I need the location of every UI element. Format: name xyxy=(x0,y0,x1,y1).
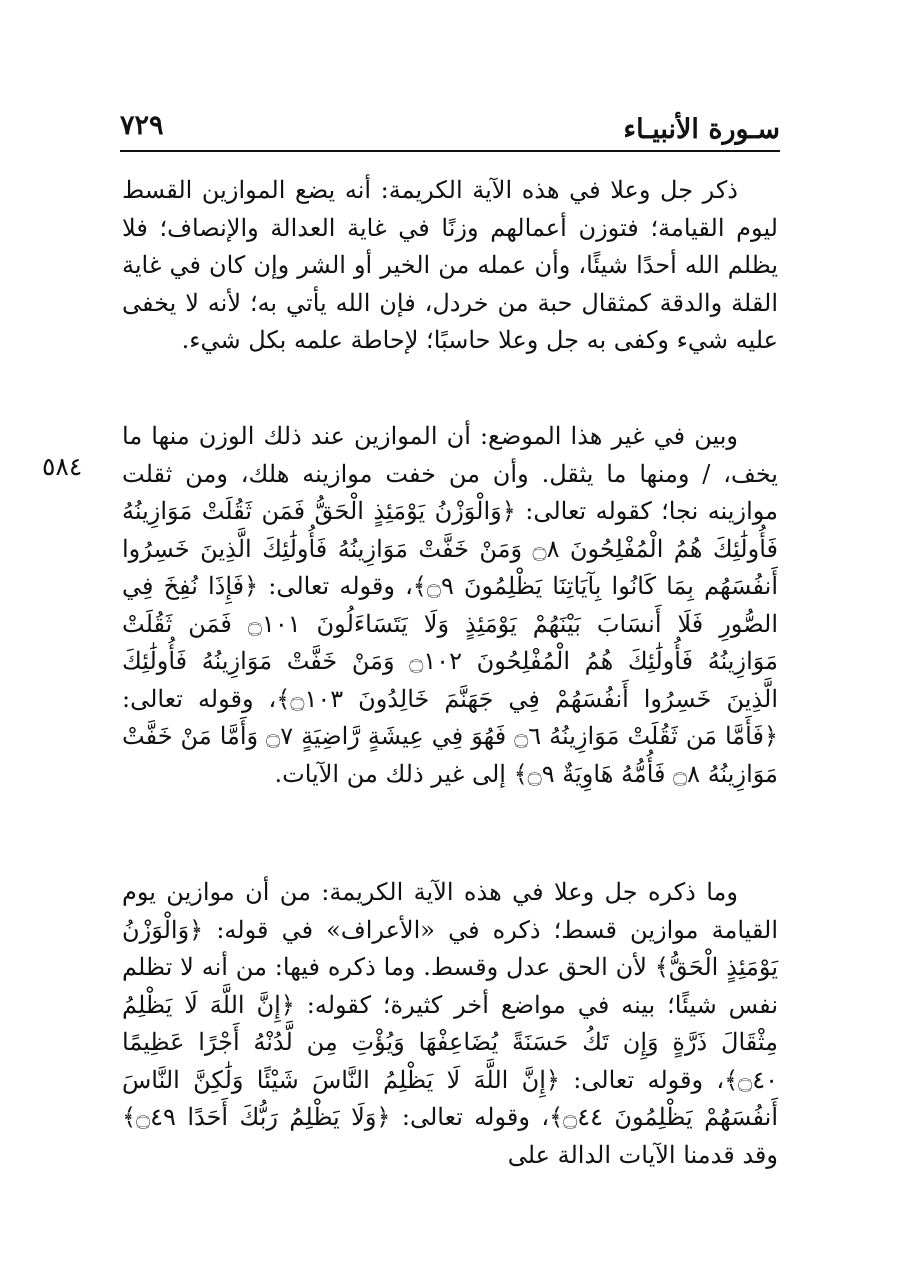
paragraph-2 xyxy=(122,418,778,793)
page-header xyxy=(120,108,780,150)
paragraph-3 xyxy=(122,874,778,1174)
paragraph-1-text: ذكر جل وعلا في هذه الآية الكريمة: أنه يضع الموازين القسط ليوم القيامة؛ فتوزن أعمالهم وزنًا في غاية العدالة والإنصاف؛ فلا يظلم الله أحدًا شيئًا، وأن عمله من الخير أو الشر وإن كان في غاية القلة والدقة كمثقال حبة من خردل، فإن الله يأتي به؛ لأنه لا يخفى عليه شيء وكفى به جل وعلا حاسبًا؛ لإحاطة علمه بكل شيء. xyxy=(122,176,778,354)
paragraph-1 xyxy=(122,172,778,360)
header-rule xyxy=(120,150,780,152)
paragraph-3-text: وما ذكره جل وعلا في هذه الآية الكريمة: من أن موازين يوم القيامة موازين قسط؛ ذكره في «الأعراف» في قوله: ﴿وَالْوَزْنُ يَوْمَئِذٍ الْحَقُّ﴾ لأن الحق عدل وقسط. وما ذكره فيها: من أنه لا تظلم نفس شيئًا؛ بينه في مواضع أخر كثيرة؛ كقوله: ﴿إِنَّ اللَّهَ لَا يَظْلِمُ مِثْقَالَ ذَرَّةٍ وَإِن تَكُ حَسَنَةً يُضَاعِفْهَا وَيُؤْتِ مِن لَّدُنْهُ أَجْرًا عَظِيمًا ۝٤٠﴾، وقوله تعالى: ﴿إِنَّ اللَّهَ لَا يَظْلِمُ النَّاسَ شَيْئًا وَلَٰكِنَّ النَّاسَ أَنفُسَهُمْ يَظْلِمُونَ ۝٤٤﴾، وقوله تعالى: ﴿وَلَا يَظْلِمُ رَبُّكَ أَحَدًا ۝٤٩﴾ وقد قدمنا الآيات الدالة على xyxy=(122,878,779,1169)
margin-page-reference: ٥٨٤ xyxy=(42,452,83,481)
surah-title: سـورة الأنبيـاء xyxy=(623,114,780,145)
page-number: ٧٢٩ xyxy=(120,110,164,141)
paragraph-2-text: وبين في غير هذا الموضع: أن الموازين عند ذلك الوزن منها ما يخف، / ومنها ما يثقل. وأن من خفت موازينه هلك، ومن ثقلت موازينه نجا؛ كقوله تعالى: ﴿وَالْوَزْنُ يَوْمَئِذٍ الْحَقُّ فَمَن ثَقُلَتْ مَوَازِينُهُ فَأُولَٰئِكَ هُمُ الْمُفْلِحُونَ ۝٨ وَمَنْ خَفَّتْ مَوَازِينُهُ فَأُولَٰئِكَ الَّذِينَ خَسِرُوا أَنفُسَهُم بِمَا كَانُوا بِآيَاتِنَا يَظْلِمُونَ ۝٩﴾، وقوله تعالى: ﴿فَإِذَا نُفِخَ فِي الصُّورِ فَلَا أَنسَابَ بَيْنَهُمْ يَوْمَئِذٍ وَلَا يَتَسَاءَلُونَ ۝١٠١ فَمَن ثَقُلَتْ مَوَازِينُهُ فَأُولَٰئِكَ هُمُ الْمُفْلِحُونَ ۝١٠٢ وَمَنْ خَفَّتْ مَوَازِينُهُ فَأُولَٰئِكَ الَّذِينَ خَسِرُوا أَنفُسَهُمْ فِي جَهَنَّمَ خَالِدُونَ ۝١٠٣﴾، وقوله تعالى: ﴿فَأَمَّا مَن ثَقُلَتْ مَوَازِينُهُ ۝٦ فَهُوَ فِي عِيشَةٍ رَّاضِيَةٍ ۝٧ وَأَمَّا مَنْ خَفَّتْ مَوَازِينُهُ ۝٨ فَأُمُّهُ هَاوِيَةٌ ۝٩﴾ إلى غير ذلك من الآيات. xyxy=(122,422,779,788)
